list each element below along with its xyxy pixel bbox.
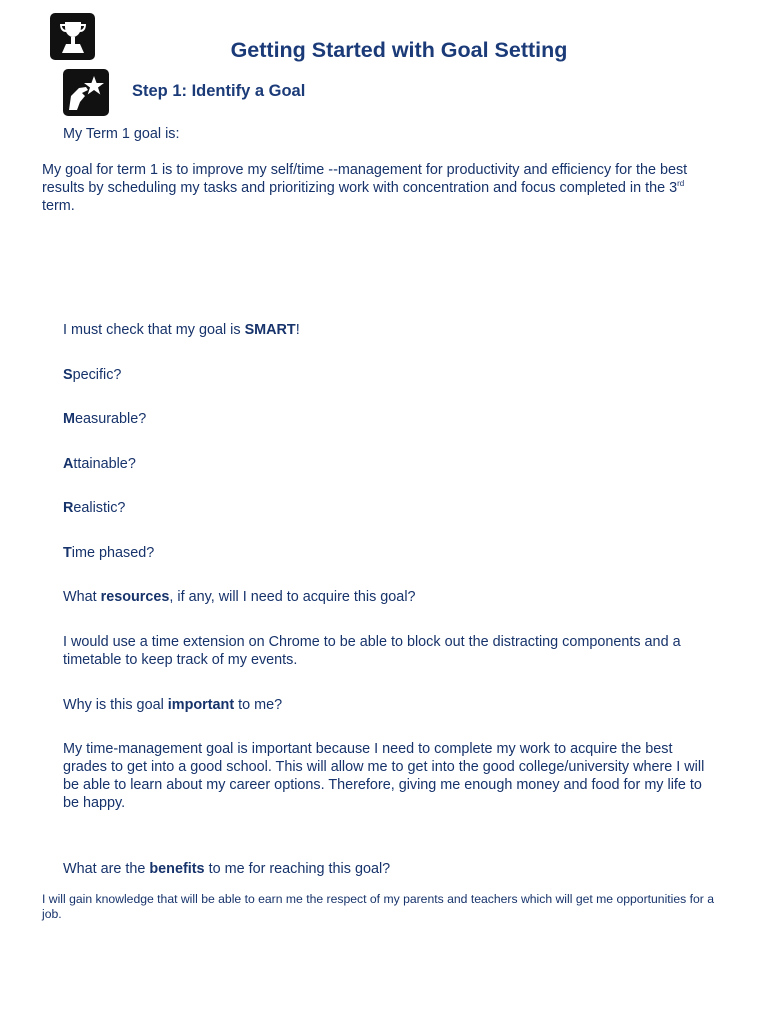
smart-item-specific	[63, 366, 121, 384]
goal-answer-text: My goal for term 1 is to improve my self/time --management for productivity and efficiency for the best results by scheduling my tasks and prioritizing work with concentration and focus completed in the 3	[42, 162, 688, 196]
smart-keyword: SMART	[244, 322, 296, 338]
smart-letter: R	[63, 500, 74, 516]
smart-letter: M	[63, 411, 75, 427]
smart-item-realistic	[63, 499, 125, 517]
benefits-q-pre: What are the	[63, 861, 150, 877]
resources-question	[63, 588, 416, 606]
resources-keyword: resources	[100, 589, 170, 605]
smart-check	[63, 321, 300, 339]
importance-q-post: to me?	[234, 697, 283, 713]
resources-answer: I would use a time extension on Chrome to be able to block out the distracting components and a timetable to keep track of my events.	[63, 634, 681, 668]
smart-item-time-phased	[63, 544, 154, 562]
benefits-answer: I will gain knowledge that will be able to earn me the respect of my parents and teachers which will get me opportunities for a job.	[42, 892, 715, 921]
importance-question	[63, 696, 282, 714]
goal-prompt: My Term 1 goal is:	[63, 126, 180, 142]
star-reach-icon	[63, 69, 109, 116]
smart-word: easurable?	[75, 411, 147, 427]
smart-check-post: !	[295, 322, 300, 338]
smart-letter: S	[63, 367, 73, 383]
page-title: Getting Started with Goal Setting	[230, 38, 568, 62]
goal-answer-superscript: rd	[677, 179, 685, 189]
benefits-q-post: to me for reaching this goal?	[204, 861, 391, 877]
smart-item-measurable	[63, 410, 146, 428]
benefits-keyword: benefits	[149, 861, 205, 877]
importance-answer: My time-management goal is important because I need to complete my work to acquire the best grades to get into a good school. This will allow me to get into the good college/university where I will be able to learn about my career options. Therefore, giving me enough money and food for my life to be happy.	[63, 741, 705, 811]
smart-word: ime phased?	[71, 545, 155, 561]
importance-q-pre: Why is this goal	[63, 697, 168, 713]
resources-q-pre: What	[63, 589, 101, 605]
goal-answer-end: term.	[42, 198, 75, 214]
resources-q-post: , if any, will I need to acquire this goal?	[169, 589, 416, 605]
smart-letter: A	[63, 456, 74, 472]
smart-item-attainable	[63, 455, 136, 473]
step-title: Step 1: Identify a Goal	[132, 82, 306, 100]
smart-check-pre: I must check that my goal is	[63, 322, 245, 338]
smart-word: ealistic?	[73, 500, 126, 516]
goal-answer	[42, 161, 714, 215]
smart-letter: T	[63, 545, 72, 561]
smart-word: pecific?	[72, 367, 122, 383]
smart-word: ttainable?	[73, 456, 136, 472]
benefits-question	[63, 860, 390, 878]
importance-keyword: important	[167, 697, 235, 713]
